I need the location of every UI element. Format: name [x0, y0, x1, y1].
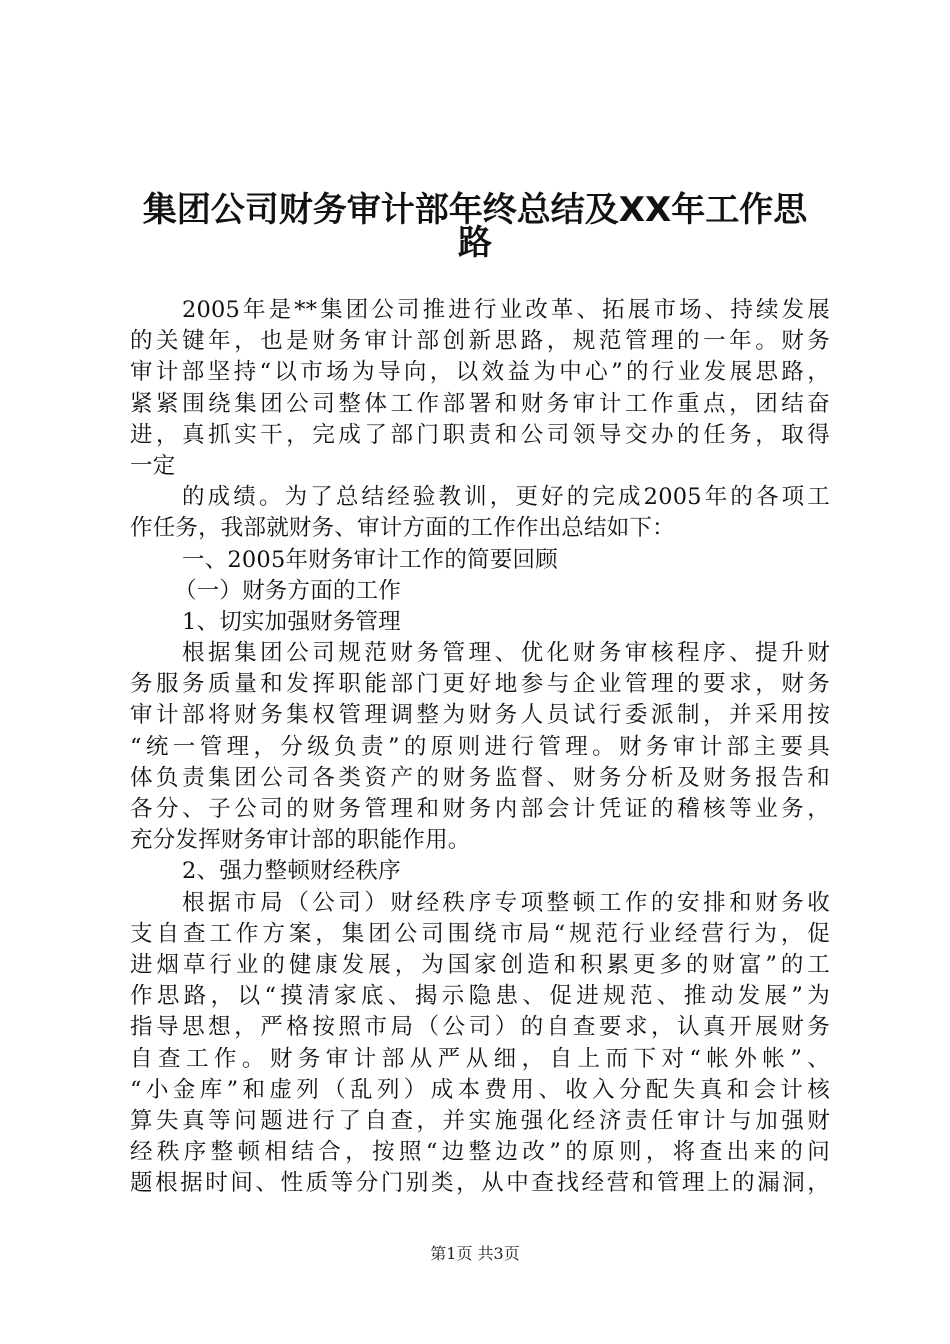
paragraph-line: 自查工作。财务审计部从严从细，自上而下对“帐外帐”、	[130, 1045, 830, 1072]
paragraph-line: 作任务，我部就财务、审计方面的工作作出总结如下：	[130, 515, 675, 542]
paragraph-line: 题根据时间、性质等分门别类，从中查找经营和管理上的漏洞，	[130, 1170, 830, 1197]
paragraph-line: 根据市局（公司）财经秩序专项整顿工作的安排和财务收	[182, 889, 830, 916]
paragraph-line: 进，真抓实干，完成了部门职责和公司领导交办的任务，取得	[130, 421, 830, 448]
paragraph-line: “统一管理，分级负责”的原则进行管理。财务审计部主要具	[130, 733, 830, 760]
paragraph-line: 作思路，以“摸清家底、揭示隐患、促进规范、推动发展”为	[130, 983, 830, 1010]
paragraph-line: 充分发挥财务审计部的职能作用。	[130, 827, 471, 854]
paragraph-line: 一定	[130, 452, 176, 479]
paragraph-line: “小金库”和虚列（乱列）成本费用、收入分配失真和会计核	[130, 1076, 830, 1103]
paragraph-line: 体负责集团公司各类资产的财务监督、财务分析及财务报告和	[130, 764, 830, 791]
item-heading: 2、强力整顿财经秩序	[182, 858, 401, 885]
paragraph-line: 指导思想，严格按照市局（公司）的自查要求，认真开展财务	[130, 1014, 830, 1041]
subsection-heading: （一）财务方面的工作	[174, 577, 402, 604]
paragraph-line: 支自查工作方案，集团公司围绕市局“规范行业经营行为，促	[130, 920, 830, 947]
paragraph-line: 审计部将财务集权管理调整为财务人员试行委派制，并采用按	[130, 702, 830, 729]
document-title-line-1: 集团公司财务审计部年终总结及XX年工作思	[142, 190, 808, 230]
paragraph-line: 算失真等问题进行了自查，并实施强化经济责任审计与加强财	[130, 1107, 830, 1134]
document-body	[130, 295, 830, 1199]
document-title-line-2: 路	[458, 223, 492, 263]
paragraph-line: 紧紧围绕集团公司整体工作部署和财务审计工作重点，团结奋	[130, 390, 830, 417]
paragraph-line: 的关键年，也是财务审计部创新思路，规范管理的一年。财务	[130, 328, 830, 355]
page-number-footer: 第1页 共3页	[430, 1244, 520, 1263]
item-heading: 1、切实加强财务管理	[182, 608, 401, 635]
paragraph-line: 进烟草行业的健康发展，为国家创造和积累更多的财富”的工	[130, 951, 830, 978]
paragraph-line: 各分、子公司的财务管理和财务内部会计凭证的稽核等业务，	[130, 796, 830, 822]
paragraph-line: 根据集团公司规范财务管理、优化财务审核程序、提升财	[182, 640, 830, 667]
section-heading: 一、2005年财务审计工作的简要回顾	[182, 546, 558, 573]
paragraph-line: 经秩序整顿相结合，按照“边整边改”的原则，将查出来的问	[130, 1139, 830, 1166]
paragraph-line: 务服务质量和发挥职能部门更好地参与企业管理的要求，财务	[130, 671, 830, 698]
paragraph-line: 2005年是**集团公司推进行业改革、拓展市场、持续发展	[182, 297, 830, 323]
paragraph-line: 审计部坚持“以市场为导向，以效益为中心”的行业发展思路，	[130, 359, 830, 386]
paragraph-line: 的成绩。为了总结经验教训，更好的完成2005年的各项工	[182, 484, 830, 511]
